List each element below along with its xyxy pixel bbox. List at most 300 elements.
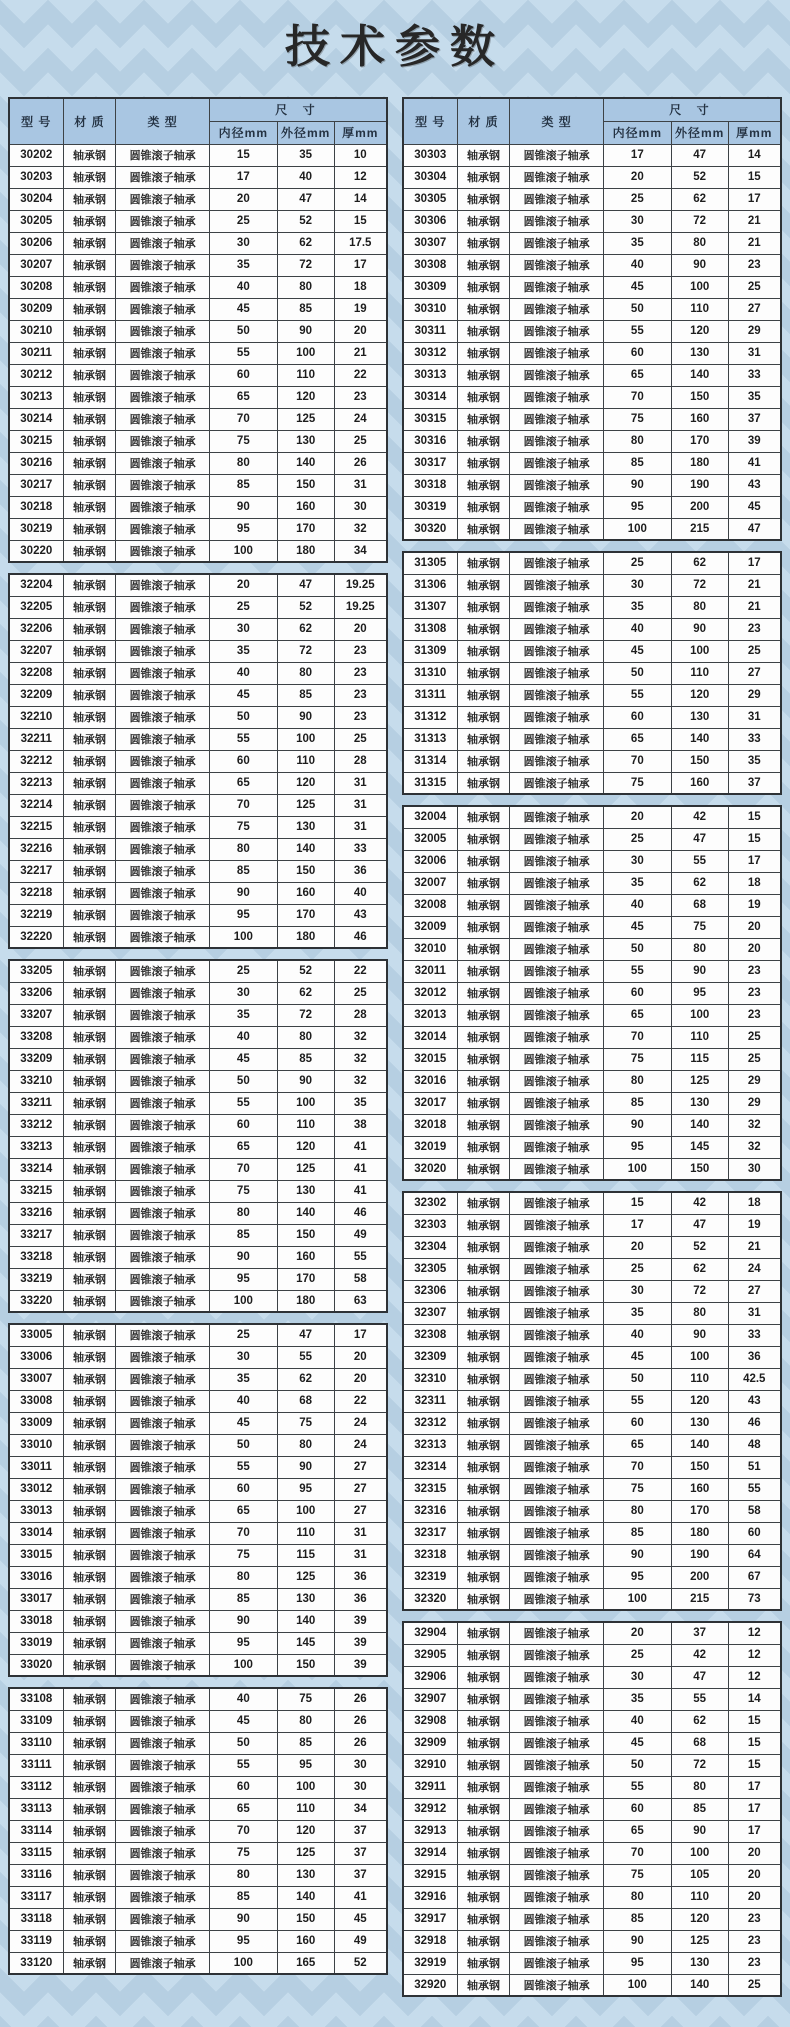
cell-type: 圆锥滚子轴承 bbox=[510, 166, 603, 188]
cell-thickness: 25 bbox=[728, 640, 781, 662]
cell-model: 32006 bbox=[403, 850, 457, 872]
table-row bbox=[9, 926, 387, 948]
cell-material: 轴承钢 bbox=[63, 1368, 116, 1390]
table-row bbox=[9, 1688, 387, 1710]
cell-thickness: 39 bbox=[334, 1610, 387, 1632]
cell-type: 圆锥滚子轴承 bbox=[116, 188, 209, 210]
table-row bbox=[403, 364, 781, 386]
cell-model: 30203 bbox=[9, 166, 63, 188]
cell-thickness: 25 bbox=[728, 1974, 781, 1996]
table-row bbox=[9, 960, 387, 982]
cell-outer-diameter: 90 bbox=[277, 320, 334, 342]
table-row bbox=[9, 1434, 387, 1456]
cell-model: 32904 bbox=[403, 1622, 457, 1644]
table-row bbox=[9, 1610, 387, 1632]
table-row bbox=[9, 1522, 387, 1544]
cell-model: 30216 bbox=[9, 452, 63, 474]
col-header-type: 类 型 bbox=[116, 98, 209, 144]
cell-inner-diameter: 70 bbox=[603, 750, 671, 772]
cell-outer-diameter: 52 bbox=[277, 596, 334, 618]
cell-thickness: 20 bbox=[728, 1864, 781, 1886]
cell-inner-diameter: 55 bbox=[209, 1092, 277, 1114]
cell-outer-diameter: 200 bbox=[671, 1566, 728, 1588]
table-row bbox=[403, 1500, 781, 1522]
cell-outer-diameter: 140 bbox=[671, 1114, 728, 1136]
cell-thickness: 20 bbox=[728, 1842, 781, 1864]
cell-material: 轴承钢 bbox=[457, 960, 510, 982]
cell-model: 30212 bbox=[9, 364, 63, 386]
cell-thickness: 30 bbox=[334, 1754, 387, 1776]
cell-thickness: 23 bbox=[728, 1930, 781, 1952]
cell-model: 32918 bbox=[403, 1930, 457, 1952]
cell-thickness: 12 bbox=[728, 1644, 781, 1666]
cell-model: 30312 bbox=[403, 342, 457, 364]
cell-model: 32007 bbox=[403, 872, 457, 894]
cell-outer-diameter: 68 bbox=[671, 894, 728, 916]
table-row bbox=[403, 552, 781, 574]
cell-inner-diameter: 20 bbox=[603, 1622, 671, 1644]
cell-material: 轴承钢 bbox=[457, 1522, 510, 1544]
cell-outer-diameter: 160 bbox=[277, 496, 334, 518]
cell-type: 圆锥滚子轴承 bbox=[116, 1202, 209, 1224]
cell-outer-diameter: 140 bbox=[671, 1434, 728, 1456]
cell-outer-diameter: 80 bbox=[671, 938, 728, 960]
cell-material: 轴承钢 bbox=[457, 1644, 510, 1666]
cell-model: 33216 bbox=[9, 1202, 63, 1224]
cell-outer-diameter: 90 bbox=[277, 1456, 334, 1478]
cell-material: 轴承钢 bbox=[457, 496, 510, 518]
cell-model: 33111 bbox=[9, 1754, 63, 1776]
cell-inner-diameter: 100 bbox=[603, 518, 671, 540]
table-row bbox=[9, 1478, 387, 1500]
cell-model: 33219 bbox=[9, 1268, 63, 1290]
cell-inner-diameter: 35 bbox=[209, 640, 277, 662]
cell-thickness: 36 bbox=[334, 1588, 387, 1610]
cell-outer-diameter: 150 bbox=[277, 1654, 334, 1676]
cell-type: 圆锥滚子轴承 bbox=[510, 916, 603, 938]
cell-type: 圆锥滚子轴承 bbox=[116, 1368, 209, 1390]
cell-model: 32908 bbox=[403, 1710, 457, 1732]
table-row bbox=[403, 916, 781, 938]
cell-model: 30205 bbox=[9, 210, 63, 232]
cell-thickness: 32 bbox=[334, 518, 387, 540]
cell-inner-diameter: 45 bbox=[603, 276, 671, 298]
cell-model: 32916 bbox=[403, 1886, 457, 1908]
cell-model: 33020 bbox=[9, 1654, 63, 1676]
cell-thickness: 32 bbox=[728, 1136, 781, 1158]
table-row bbox=[9, 1930, 387, 1952]
table-row bbox=[9, 1412, 387, 1434]
cell-type: 圆锥滚子轴承 bbox=[510, 772, 603, 794]
cell-type: 圆锥滚子轴承 bbox=[510, 1280, 603, 1302]
cell-material: 轴承钢 bbox=[457, 188, 510, 210]
cell-material: 轴承钢 bbox=[63, 772, 116, 794]
cell-type: 圆锥滚子轴承 bbox=[510, 684, 603, 706]
cell-thickness: 19 bbox=[728, 1214, 781, 1236]
cell-thickness: 42.5 bbox=[728, 1368, 781, 1390]
cell-outer-diameter: 120 bbox=[277, 1820, 334, 1842]
table-row bbox=[9, 1654, 387, 1676]
cell-thickness: 31 bbox=[334, 794, 387, 816]
table-row bbox=[403, 1258, 781, 1280]
cell-thickness: 25 bbox=[728, 276, 781, 298]
cell-model: 31305 bbox=[403, 552, 457, 574]
cell-model: 32305 bbox=[403, 1258, 457, 1280]
table-row bbox=[403, 1886, 781, 1908]
table-row bbox=[403, 1214, 781, 1236]
cell-thickness: 39 bbox=[728, 430, 781, 452]
cell-material: 轴承钢 bbox=[457, 144, 510, 166]
cell-thickness: 21 bbox=[728, 232, 781, 254]
cell-inner-diameter: 95 bbox=[209, 1268, 277, 1290]
cell-type: 圆锥滚子轴承 bbox=[510, 1864, 603, 1886]
cell-material: 轴承钢 bbox=[457, 728, 510, 750]
table-row bbox=[403, 1974, 781, 1996]
cell-outer-diameter: 120 bbox=[671, 320, 728, 342]
cell-thickness: 31 bbox=[334, 1522, 387, 1544]
cell-model: 31310 bbox=[403, 662, 457, 684]
cell-thickness: 27 bbox=[334, 1478, 387, 1500]
cell-type: 圆锥滚子轴承 bbox=[510, 1710, 603, 1732]
cell-outer-diameter: 37 bbox=[671, 1622, 728, 1644]
table-row bbox=[403, 1368, 781, 1390]
cell-outer-diameter: 150 bbox=[671, 1158, 728, 1180]
cell-type: 圆锥滚子轴承 bbox=[116, 926, 209, 948]
cell-material: 轴承钢 bbox=[457, 916, 510, 938]
cell-outer-diameter: 140 bbox=[277, 452, 334, 474]
cell-thickness: 49 bbox=[334, 1224, 387, 1246]
cell-outer-diameter: 95 bbox=[671, 982, 728, 1004]
cell-material: 轴承钢 bbox=[63, 518, 116, 540]
cell-type: 圆锥滚子轴承 bbox=[116, 1114, 209, 1136]
table-row bbox=[9, 794, 387, 816]
cell-material: 轴承钢 bbox=[63, 1500, 116, 1522]
cell-model: 30213 bbox=[9, 386, 63, 408]
table-row bbox=[403, 1280, 781, 1302]
cell-model: 33206 bbox=[9, 982, 63, 1004]
cell-outer-diameter: 150 bbox=[671, 386, 728, 408]
cell-inner-diameter: 55 bbox=[209, 342, 277, 364]
cell-type: 圆锥滚子轴承 bbox=[116, 474, 209, 496]
cell-model: 33205 bbox=[9, 960, 63, 982]
cell-inner-diameter: 100 bbox=[209, 540, 277, 562]
table-row bbox=[403, 1952, 781, 1974]
cell-inner-diameter: 40 bbox=[209, 1688, 277, 1710]
cell-model: 33013 bbox=[9, 1500, 63, 1522]
cell-outer-diameter: 130 bbox=[277, 816, 334, 838]
cell-inner-diameter: 100 bbox=[603, 1588, 671, 1610]
cell-type: 圆锥滚子轴承 bbox=[116, 816, 209, 838]
cell-type: 圆锥滚子轴承 bbox=[116, 210, 209, 232]
table-row bbox=[403, 1798, 781, 1820]
cell-type: 圆锥滚子轴承 bbox=[116, 1798, 209, 1820]
cell-inner-diameter: 60 bbox=[209, 364, 277, 386]
cell-model: 30314 bbox=[403, 386, 457, 408]
cell-type: 圆锥滚子轴承 bbox=[116, 1290, 209, 1312]
cell-type: 圆锥滚子轴承 bbox=[510, 1158, 603, 1180]
cell-material: 轴承钢 bbox=[457, 1776, 510, 1798]
cell-model: 32015 bbox=[403, 1048, 457, 1070]
cell-model: 33207 bbox=[9, 1004, 63, 1026]
cell-model: 30315 bbox=[403, 408, 457, 430]
cell-outer-diameter: 125 bbox=[671, 1930, 728, 1952]
cell-model: 32017 bbox=[403, 1092, 457, 1114]
table-row bbox=[9, 342, 387, 364]
cell-outer-diameter: 120 bbox=[277, 386, 334, 408]
table-row bbox=[9, 618, 387, 640]
cell-outer-diameter: 145 bbox=[671, 1136, 728, 1158]
cell-thickness: 25 bbox=[334, 430, 387, 452]
cell-inner-diameter: 45 bbox=[209, 1710, 277, 1732]
cell-inner-diameter: 85 bbox=[209, 474, 277, 496]
cell-model: 32304 bbox=[403, 1236, 457, 1258]
cell-outer-diameter: 85 bbox=[277, 298, 334, 320]
table-row bbox=[9, 596, 387, 618]
cell-outer-diameter: 80 bbox=[277, 1434, 334, 1456]
cell-material: 轴承钢 bbox=[457, 1236, 510, 1258]
cell-type: 圆锥滚子轴承 bbox=[510, 232, 603, 254]
cell-model: 32014 bbox=[403, 1026, 457, 1048]
table-row bbox=[403, 1412, 781, 1434]
cell-outer-diameter: 90 bbox=[671, 618, 728, 640]
cell-model: 33209 bbox=[9, 1048, 63, 1070]
table-row bbox=[403, 1004, 781, 1026]
cell-type: 圆锥滚子轴承 bbox=[116, 1500, 209, 1522]
cell-inner-diameter: 40 bbox=[603, 894, 671, 916]
table-row bbox=[9, 1820, 387, 1842]
cell-model: 32211 bbox=[9, 728, 63, 750]
table-row bbox=[9, 408, 387, 430]
cell-type: 圆锥滚子轴承 bbox=[510, 496, 603, 518]
cell-type: 圆锥滚子轴承 bbox=[116, 342, 209, 364]
cell-outer-diameter: 120 bbox=[671, 1390, 728, 1412]
cell-model: 30317 bbox=[403, 452, 457, 474]
cell-type: 圆锥滚子轴承 bbox=[510, 728, 603, 750]
cell-thickness: 33 bbox=[728, 728, 781, 750]
cell-type: 圆锥滚子轴承 bbox=[510, 1820, 603, 1842]
cell-type: 圆锥滚子轴承 bbox=[510, 518, 603, 540]
cell-type: 圆锥滚子轴承 bbox=[510, 1500, 603, 1522]
cell-inner-diameter: 55 bbox=[209, 1456, 277, 1478]
col-header-size: 尺 寸 bbox=[603, 98, 781, 121]
page-title: 技术参数 bbox=[284, 21, 505, 72]
table-row bbox=[9, 662, 387, 684]
cell-thickness: 32 bbox=[334, 1048, 387, 1070]
table-row bbox=[403, 232, 781, 254]
cell-outer-diameter: 115 bbox=[277, 1544, 334, 1566]
cell-thickness: 15 bbox=[728, 166, 781, 188]
cell-inner-diameter: 100 bbox=[209, 926, 277, 948]
col-header-outer-diameter: 外径mm bbox=[277, 121, 334, 144]
col-header-material: 材 质 bbox=[63, 98, 116, 144]
cell-material: 轴承钢 bbox=[63, 1732, 116, 1754]
table-row bbox=[9, 1368, 387, 1390]
cell-model: 32911 bbox=[403, 1776, 457, 1798]
cell-thickness: 21 bbox=[728, 1236, 781, 1258]
cell-type: 圆锥滚子轴承 bbox=[116, 574, 209, 596]
cell-outer-diameter: 100 bbox=[277, 1776, 334, 1798]
table-row bbox=[9, 1732, 387, 1754]
table-row bbox=[403, 662, 781, 684]
table-row bbox=[403, 1456, 781, 1478]
table-row bbox=[9, 1048, 387, 1070]
cell-type: 圆锥滚子轴承 bbox=[116, 904, 209, 926]
cell-thickness: 41 bbox=[334, 1180, 387, 1202]
cell-outer-diameter: 47 bbox=[277, 574, 334, 596]
cell-model: 32308 bbox=[403, 1324, 457, 1346]
cell-thickness: 41 bbox=[334, 1158, 387, 1180]
cell-thickness: 12 bbox=[728, 1622, 781, 1644]
cell-outer-diameter: 47 bbox=[671, 144, 728, 166]
cell-model: 32313 bbox=[403, 1434, 457, 1456]
cell-model: 32218 bbox=[9, 882, 63, 904]
cell-material: 轴承钢 bbox=[457, 640, 510, 662]
table-row bbox=[403, 496, 781, 518]
cell-type: 圆锥滚子轴承 bbox=[510, 320, 603, 342]
cell-material: 轴承钢 bbox=[457, 552, 510, 574]
cell-inner-diameter: 75 bbox=[603, 408, 671, 430]
cell-outer-diameter: 55 bbox=[277, 1346, 334, 1368]
table-row bbox=[403, 166, 781, 188]
cell-thickness: 31 bbox=[728, 1302, 781, 1324]
spec-table-block bbox=[402, 551, 782, 795]
cell-material: 轴承钢 bbox=[63, 794, 116, 816]
cell-model: 32320 bbox=[403, 1588, 457, 1610]
cell-model: 33120 bbox=[9, 1952, 63, 1974]
cell-inner-diameter: 90 bbox=[209, 496, 277, 518]
cell-model: 32302 bbox=[403, 1192, 457, 1214]
cell-inner-diameter: 45 bbox=[603, 640, 671, 662]
cell-model: 33212 bbox=[9, 1114, 63, 1136]
cell-inner-diameter: 75 bbox=[209, 430, 277, 452]
cell-material: 轴承钢 bbox=[63, 904, 116, 926]
cell-outer-diameter: 47 bbox=[671, 1666, 728, 1688]
left-column bbox=[8, 97, 388, 1985]
spec-table-block bbox=[402, 805, 782, 1181]
cell-material: 轴承钢 bbox=[457, 1798, 510, 1820]
cell-inner-diameter: 35 bbox=[603, 232, 671, 254]
cell-inner-diameter: 30 bbox=[209, 1346, 277, 1368]
cell-material: 轴承钢 bbox=[63, 1710, 116, 1732]
table-row bbox=[9, 1754, 387, 1776]
cell-thickness: 33 bbox=[728, 1324, 781, 1346]
cell-thickness: 14 bbox=[728, 1688, 781, 1710]
cell-model: 33011 bbox=[9, 1456, 63, 1478]
table-row bbox=[403, 1346, 781, 1368]
cell-outer-diameter: 130 bbox=[671, 342, 728, 364]
table-header bbox=[403, 98, 781, 144]
cell-model: 30309 bbox=[403, 276, 457, 298]
cell-thickness: 17 bbox=[728, 552, 781, 574]
cell-material: 轴承钢 bbox=[457, 1070, 510, 1092]
table-body bbox=[403, 552, 781, 794]
cell-inner-diameter: 20 bbox=[209, 574, 277, 596]
cell-material: 轴承钢 bbox=[63, 1246, 116, 1268]
cell-thickness: 18 bbox=[334, 276, 387, 298]
cell-outer-diameter: 62 bbox=[671, 872, 728, 894]
cell-type: 圆锥滚子轴承 bbox=[116, 1246, 209, 1268]
cell-type: 圆锥滚子轴承 bbox=[116, 1390, 209, 1412]
table-row bbox=[403, 298, 781, 320]
cell-inner-diameter: 65 bbox=[603, 1004, 671, 1026]
cell-model: 30218 bbox=[9, 496, 63, 518]
table-row bbox=[403, 1136, 781, 1158]
cell-outer-diameter: 85 bbox=[277, 1048, 334, 1070]
cell-model: 30320 bbox=[403, 518, 457, 540]
cell-model: 33116 bbox=[9, 1864, 63, 1886]
cell-type: 圆锥滚子轴承 bbox=[116, 1842, 209, 1864]
cell-thickness: 14 bbox=[728, 144, 781, 166]
cell-thickness: 67 bbox=[728, 1566, 781, 1588]
cell-model: 30306 bbox=[403, 210, 457, 232]
cell-outer-diameter: 140 bbox=[277, 1610, 334, 1632]
table-row bbox=[403, 1820, 781, 1842]
cell-outer-diameter: 95 bbox=[277, 1478, 334, 1500]
cell-thickness: 55 bbox=[334, 1246, 387, 1268]
cell-material: 轴承钢 bbox=[63, 1798, 116, 1820]
cell-model: 32210 bbox=[9, 706, 63, 728]
cell-type: 圆锥滚子轴承 bbox=[510, 1092, 603, 1114]
cell-model: 32912 bbox=[403, 1798, 457, 1820]
table-row bbox=[403, 1324, 781, 1346]
cell-material: 轴承钢 bbox=[63, 1004, 116, 1026]
cell-outer-diameter: 75 bbox=[277, 1412, 334, 1434]
cell-thickness: 35 bbox=[728, 386, 781, 408]
cell-inner-diameter: 15 bbox=[209, 144, 277, 166]
header-row-top bbox=[9, 98, 387, 121]
cell-model: 31309 bbox=[403, 640, 457, 662]
cell-inner-diameter: 40 bbox=[603, 1324, 671, 1346]
cell-inner-diameter: 30 bbox=[603, 210, 671, 232]
cell-type: 圆锥滚子轴承 bbox=[510, 894, 603, 916]
cell-outer-diameter: 52 bbox=[671, 1236, 728, 1258]
cell-outer-diameter: 125 bbox=[277, 408, 334, 430]
cell-model: 32920 bbox=[403, 1974, 457, 1996]
cell-material: 轴承钢 bbox=[63, 188, 116, 210]
cell-type: 圆锥滚子轴承 bbox=[116, 772, 209, 794]
cell-model: 32208 bbox=[9, 662, 63, 684]
table-row bbox=[9, 1842, 387, 1864]
cell-type: 圆锥滚子轴承 bbox=[510, 850, 603, 872]
cell-material: 轴承钢 bbox=[457, 1192, 510, 1214]
cell-material: 轴承钢 bbox=[63, 960, 116, 982]
cell-type: 圆锥滚子轴承 bbox=[510, 706, 603, 728]
cell-type: 圆锥滚子轴承 bbox=[510, 1588, 603, 1610]
cell-type: 圆锥滚子轴承 bbox=[510, 1412, 603, 1434]
cell-outer-diameter: 105 bbox=[671, 1864, 728, 1886]
cell-outer-diameter: 110 bbox=[277, 1522, 334, 1544]
table-row bbox=[403, 982, 781, 1004]
cell-outer-diameter: 190 bbox=[671, 474, 728, 496]
table-row bbox=[9, 1246, 387, 1268]
table-row bbox=[403, 750, 781, 772]
cell-model: 30215 bbox=[9, 430, 63, 452]
cell-outer-diameter: 55 bbox=[671, 850, 728, 872]
cell-model: 33118 bbox=[9, 1908, 63, 1930]
cell-outer-diameter: 100 bbox=[671, 276, 728, 298]
table-row bbox=[9, 144, 387, 166]
cell-material: 轴承钢 bbox=[457, 518, 510, 540]
cell-model: 30209 bbox=[9, 298, 63, 320]
table-row bbox=[9, 166, 387, 188]
cell-model: 30219 bbox=[9, 518, 63, 540]
header-row-top bbox=[403, 98, 781, 121]
cell-thickness: 63 bbox=[334, 1290, 387, 1312]
cell-model: 32303 bbox=[403, 1214, 457, 1236]
table-row bbox=[403, 430, 781, 452]
cell-type: 圆锥滚子轴承 bbox=[510, 1754, 603, 1776]
table-row bbox=[9, 1092, 387, 1114]
